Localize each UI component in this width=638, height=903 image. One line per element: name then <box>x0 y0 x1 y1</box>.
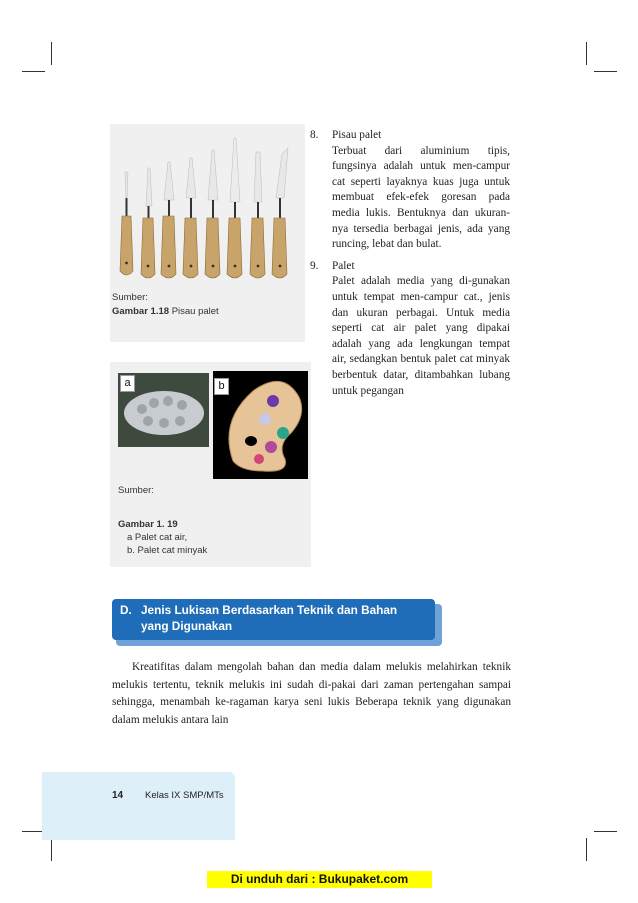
image-tag-b: b <box>214 378 229 395</box>
crop-mark <box>586 42 587 65</box>
figure-caption-line: a Palet cat air, <box>127 532 188 543</box>
figure-caption-label: Gambar 1.18 <box>112 306 170 317</box>
list-item-title: Palet <box>332 259 355 272</box>
list-item <box>310 259 510 399</box>
tools-list <box>310 128 510 405</box>
crop-mark <box>51 838 52 861</box>
crop-mark <box>22 71 45 72</box>
list-item-body: Terbuat dari aluminium tipis, fungsinya adalah untuk men-campur cat seperti layaknya kuas juga untuk membuat efek-efek goresan pada media lukis. Bentuknya dan ukuran-nya tersedia berbagai jenis, ada yang runcing, lebat dan bulat. <box>332 144 510 251</box>
page-number: 14 <box>112 790 124 801</box>
crop-mark <box>51 42 52 65</box>
figure-caption-text: Pisau palet <box>171 306 219 317</box>
book-title: Kelas IX SMP/MTs <box>145 790 224 801</box>
download-banner[interactable]: Di unduh dari : Bukupaket.com <box>207 871 432 888</box>
figure-source: Sumber: <box>118 485 154 496</box>
list-item-body: Palet adalah media yang di-gunakan untuk tempat men-campur cat., jenis dan ukuran perbagai. Untuk media seperti cat air palet yang dipakai adalah yang ada lengkungan tempat air, sedangkan bentuk palet cat minyak berbentuk datar, ditambahkan lubang untuk pegangan <box>332 275 510 397</box>
image-tag-a: a <box>120 375 135 392</box>
figure-caption-line: b. Palet cat minyak <box>127 545 208 556</box>
crop-mark <box>586 838 587 861</box>
list-item-number: 9. <box>310 259 319 272</box>
figure-caption <box>112 305 219 318</box>
figure-source: Sumber: <box>112 292 148 303</box>
section-letter: D. <box>120 603 132 617</box>
list-item <box>310 128 510 253</box>
palette-knives-image <box>112 128 302 288</box>
section-heading <box>112 599 435 640</box>
section-title: Jenis Lukisan Berdasarkan Teknik dan Bahan yang Digunakan <box>141 603 398 633</box>
footer-band <box>42 772 235 840</box>
body-paragraph: Kreatifitas dalam mengolah bahan dan media dalam melukis melahirkan teknik melukis tertentu, teknik melukis ini sudah di-pakai dari zaman pertengahan sampai sehingga, menambah ke-ragaman karya seni lukis Beberapa teknik yang digunakan dalam melukis antara lain <box>112 661 511 726</box>
figure-caption-label: Gambar 1. 19 <box>118 519 178 530</box>
crop-mark <box>594 831 617 832</box>
list-item-title: Pisau palet <box>332 129 382 141</box>
crop-mark <box>594 71 617 72</box>
list-item-number: 8. <box>310 129 319 141</box>
